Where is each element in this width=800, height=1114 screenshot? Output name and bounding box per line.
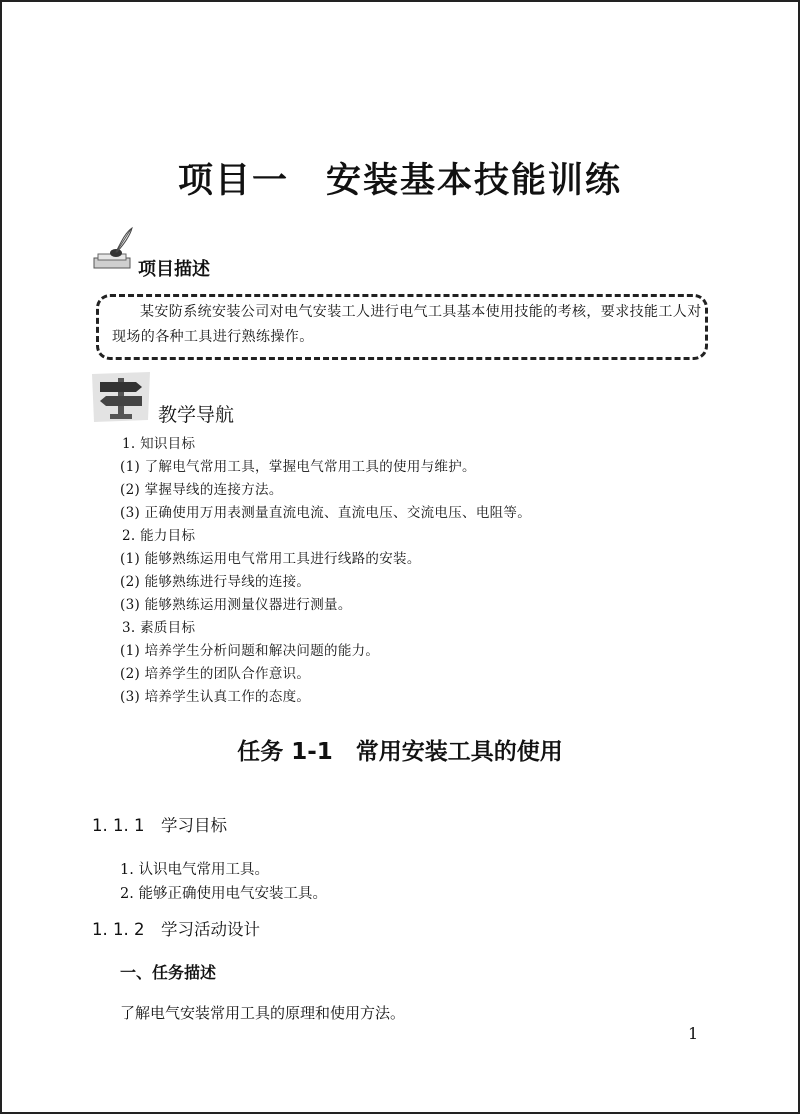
- body-paragraph: 了解电气安装常用工具的原理和使用方法。: [120, 1004, 406, 1022]
- quill-pen-icon: [92, 226, 140, 274]
- section-heading-learning-goals: 1. 1. 1 学习目标: [92, 816, 227, 835]
- task-title: 任务 1-1 常用安装工具的使用: [237, 739, 563, 765]
- list-item: 2. 能够正确使用电气安装工具。: [120, 886, 327, 902]
- teaching-nav-heading: 教学导航: [158, 404, 235, 426]
- project-description-heading: 项目描述: [138, 259, 210, 280]
- list-item: 2. 能力目标: [122, 528, 196, 544]
- list-item: 1. 认识电气常用工具。: [120, 862, 269, 878]
- page-number: 1: [688, 1024, 699, 1043]
- list-item: (2) 掌握导线的连接方法。: [120, 482, 283, 498]
- list-item: (3) 培养学生认真工作的态度。: [120, 689, 311, 705]
- learning-goals-list: [120, 858, 720, 906]
- section-heading-activity-design: 1. 1. 2 学习活动设计: [92, 920, 260, 939]
- list-item: 1. 知识目标: [122, 436, 196, 452]
- list-item: (1) 了解电气常用工具，掌握电气常用工具的使用与维护。: [120, 459, 476, 475]
- list-item: (1) 培养学生分析问题和解决问题的能力。: [120, 643, 380, 659]
- list-item: (1) 能够熟练运用电气常用工具进行线路的安装。: [120, 551, 421, 567]
- list-item: 3. 素质目标: [122, 620, 196, 636]
- list-item: (3) 能够熟练运用测量仪器进行测量。: [120, 597, 352, 613]
- list-item: (2) 能够熟练进行导线的连接。: [120, 574, 311, 590]
- list-item: (2) 培养学生的团队合作意识。: [120, 666, 311, 682]
- page-title: 项目一 安装基本技能训练: [177, 160, 622, 201]
- teaching-nav-list: [120, 433, 740, 709]
- subsection-heading: 一、任务描述: [120, 963, 217, 982]
- list-item: (3) 正确使用万用表测量直流电流、直流电压、交流电压、电阻等。: [120, 505, 532, 521]
- project-description-text: 某安防系统安装公司对电气安装工人进行电气工具基本使用技能的考核，要求技能工人对现场的各种工具进行熟练操作。: [112, 304, 702, 345]
- signpost-icon: [90, 370, 152, 424]
